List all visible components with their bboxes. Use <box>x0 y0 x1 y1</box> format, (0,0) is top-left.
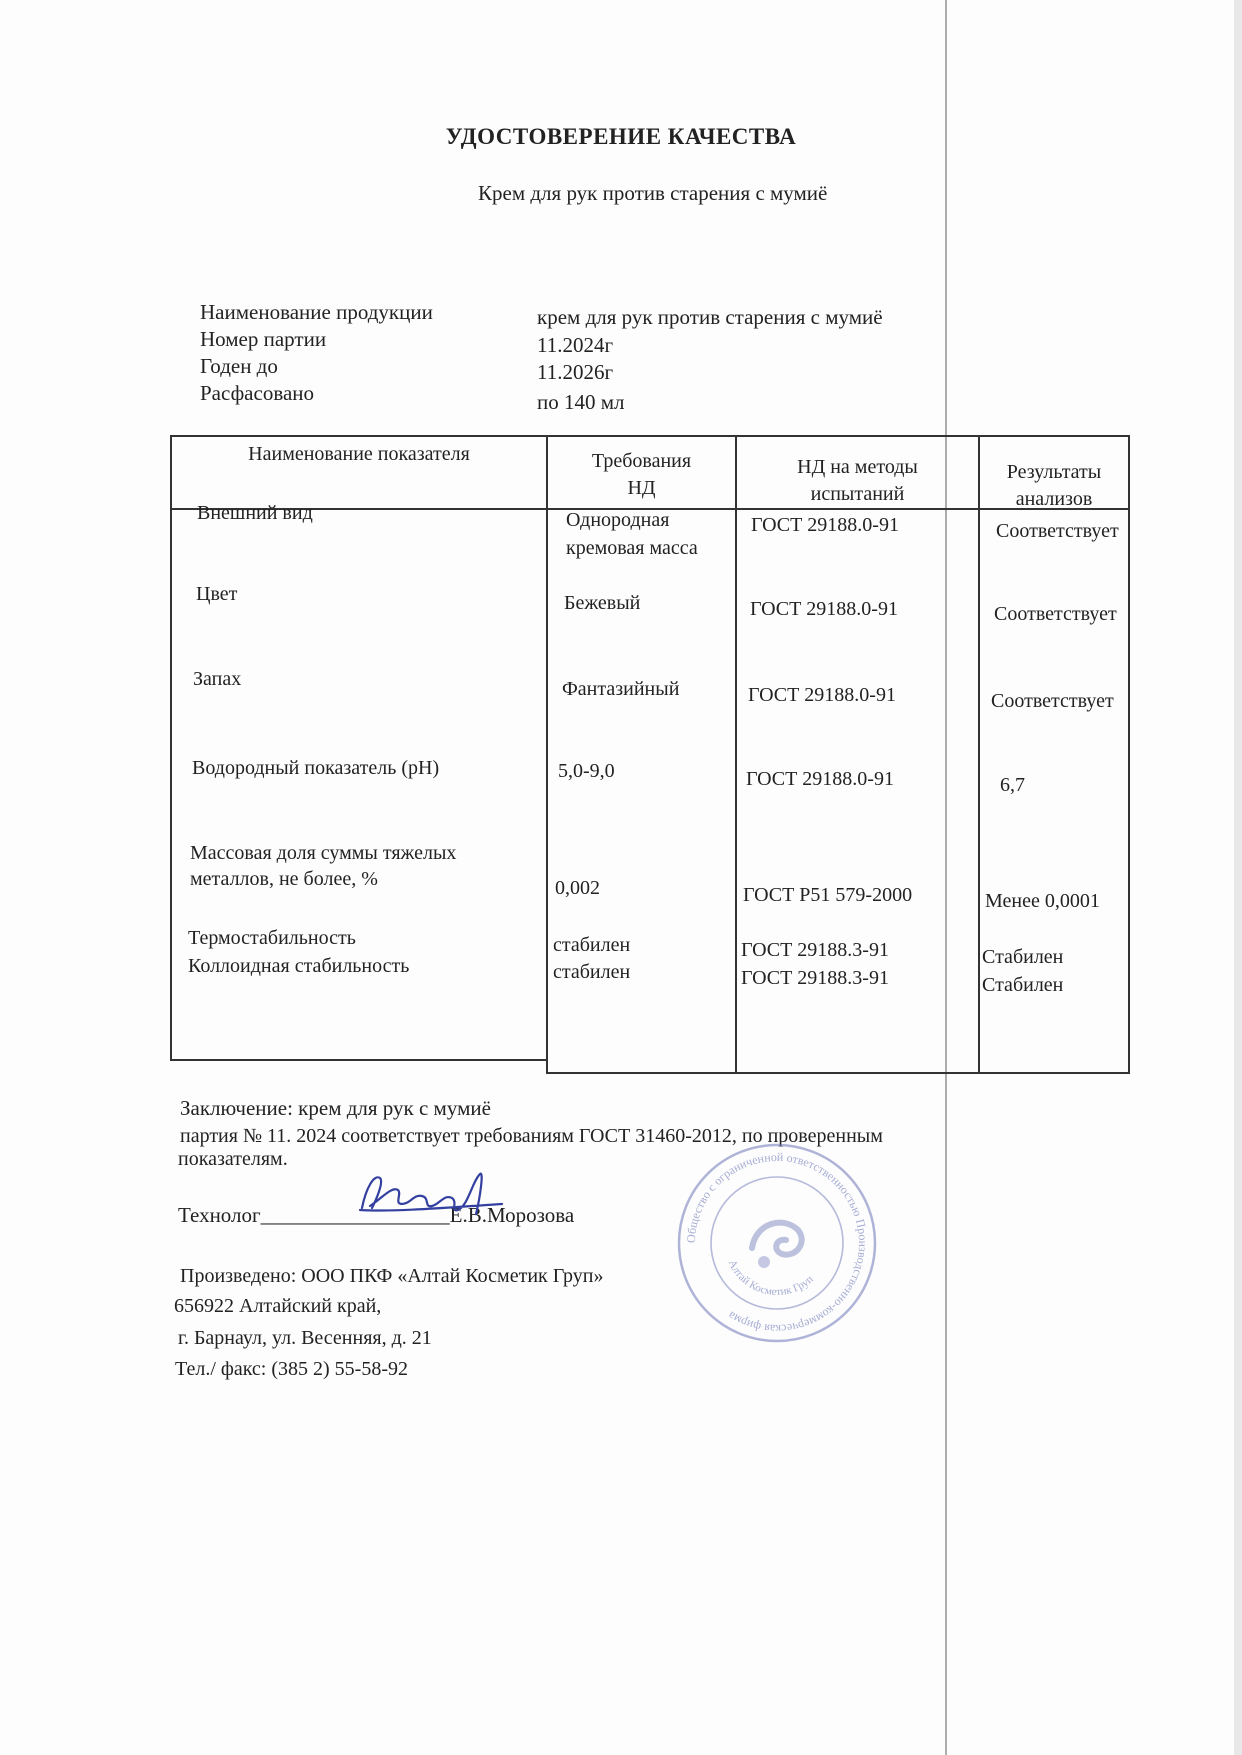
row-appearance-name: Внешний вид <box>197 502 313 524</box>
conclusion-line-3: показателям. <box>178 1148 288 1170</box>
signature-blank: __________________ <box>260 1203 450 1227</box>
header-requirements: Требования <box>591 450 692 472</box>
info-label-product: Наименование продукции <box>200 300 433 324</box>
row-metals-method: ГОСТ Р51 579-2000 <box>743 884 913 906</box>
signature-name: Е.В.Морозова <box>449 1203 575 1227</box>
row-metals-name-1: Массовая доля суммы тяжелых <box>190 842 457 864</box>
row-appearance-method: ГОСТ 29188.0-91 <box>751 514 899 536</box>
info-label-expiry: Годен до <box>200 354 278 378</box>
row-smell-name: Запах <box>193 668 242 690</box>
table-border-top <box>170 435 1130 437</box>
info-value-batch: 11.2024г <box>537 333 614 357</box>
row-appearance-req-1: Однородная <box>566 509 670 531</box>
stamp-inner-text: Алтай Косметик Груп <box>725 1258 816 1299</box>
table-border-bottom-right <box>546 1072 1130 1074</box>
row-ph-method: ГОСТ 29188.0-91 <box>746 768 894 790</box>
table-col-line-1 <box>546 435 548 1074</box>
header-results: Результаты <box>1006 461 1102 483</box>
svg-text:Алтай Косметик Груп <box>726 1258 816 1298</box>
handwritten-signature <box>352 1168 512 1228</box>
company-stamp <box>672 1138 882 1348</box>
producer-line-1: Произведено: ООО ПКФ «Алтай Косметик Груп» <box>180 1265 604 1287</box>
scan-fold-line <box>945 0 947 1755</box>
producer-line-4: Тел./ факс: (385 2) 55-58-92 <box>175 1358 408 1380</box>
document-subtitle: Крем для рук против старения с мумиё <box>478 181 828 205</box>
row-ph-result: 6,7 <box>1000 774 1025 796</box>
row-thermostability-name: Термостабильность <box>188 927 356 949</box>
header-methods-tests: испытаний <box>810 483 905 505</box>
row-smell-req: Фантазийный <box>562 678 680 700</box>
row-thermostability-method: ГОСТ 29188.3-91 <box>741 939 889 961</box>
row-metals-result: Менее 0,0001 <box>985 890 1100 912</box>
table-col-line-4 <box>1128 435 1130 1074</box>
info-value-expiry: 11.2026г <box>537 360 614 384</box>
conclusion-line-2: партия № 11. 2024 соответствует требованиям ГОСТ 31460-2012, по проверенным <box>180 1125 883 1147</box>
conclusion-line-1: Заключение: крем для рук с мумиё <box>180 1096 491 1120</box>
row-metals-req: 0,002 <box>555 877 600 899</box>
producer-line-2: 656922 Алтайский край, <box>174 1295 382 1317</box>
table-col-line-0 <box>170 435 172 1061</box>
row-colloid-stability-req: стабилен <box>553 961 631 983</box>
row-colloid-stability-name: Коллоидная стабильность <box>188 955 410 977</box>
stamp-ring-text: Общество с ограниченной ответственностью Производственно-коммерческая фирма <box>683 1149 871 1337</box>
row-colloid-stability-method: ГОСТ 29188.3-91 <box>741 967 889 989</box>
row-ph-req: 5,0-9,0 <box>558 760 615 782</box>
document-title: УДОСТОВЕРЕНИЕ КАЧЕСТВА <box>445 124 797 149</box>
row-ph-name: Водородный показатель (рН) <box>192 757 440 779</box>
header-methods: НД на методы <box>797 456 918 478</box>
row-thermostability-req: стабилен <box>553 934 631 956</box>
table-col-line-3 <box>978 435 980 1074</box>
row-color-method: ГОСТ 29188.0-91 <box>750 598 898 620</box>
producer-line-3: г. Барнаул, ул. Весенняя, д. 21 <box>178 1327 432 1349</box>
row-color-req: Бежевый <box>564 592 641 614</box>
scan-edge <box>1234 0 1242 1755</box>
info-label-packed: Расфасовано <box>200 381 315 405</box>
row-color-result: Соответствует <box>994 603 1117 625</box>
row-smell-result: Соответствует <box>991 690 1114 712</box>
table-col-line-2 <box>735 435 737 1074</box>
header-indicator: Наименование показателя <box>248 443 470 465</box>
info-value-product: крем для рук против старения с мумиё <box>537 305 883 329</box>
row-metals-name-2: металлов, не более, % <box>190 868 378 890</box>
row-smell-method: ГОСТ 29188.0-91 <box>748 684 896 706</box>
row-color-name: Цвет <box>196 583 238 605</box>
header-results-analyses: анализов <box>1015 488 1093 510</box>
info-value-packed: по 140 мл <box>537 390 625 414</box>
row-appearance-req-2: кремовая масса <box>566 537 698 559</box>
row-thermostability-result: Стабилен <box>982 946 1064 968</box>
header-requirements-nd: НД <box>627 477 656 499</box>
table-border-bottom-left <box>170 1059 546 1061</box>
signature-role: Технолог <box>178 1203 261 1227</box>
row-colloid-stability-result: Стабилен <box>982 974 1064 996</box>
info-label-batch: Номер партии <box>200 327 327 351</box>
row-appearance-result: Соответствует <box>996 520 1119 542</box>
